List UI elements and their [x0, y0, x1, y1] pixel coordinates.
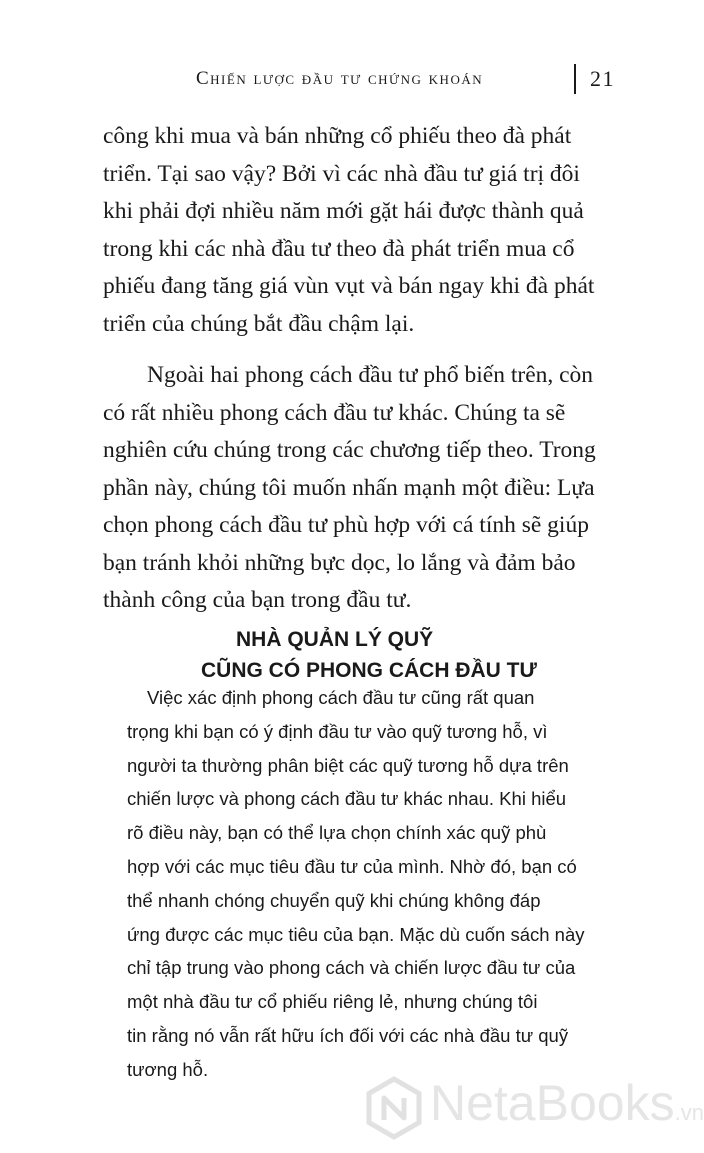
netabooks-logo-icon — [362, 1076, 426, 1140]
watermark-text — [430, 1074, 704, 1132]
body-line: Việc xác định phong cách đầu tư cũng rất quan — [147, 687, 535, 708]
body-line: phần này, chúng tôi muốn nhấn mạnh một điều: Lựa — [103, 474, 595, 501]
body-line: một nhà đầu tư cổ phiếu riêng lẻ, nhưng chúng tôi — [127, 991, 538, 1013]
body-line: tin rằng nó vẫn rất hữu ích đối với các nhà đầu tư quỹ — [127, 1024, 569, 1046]
body-line: chiến lược và phong cách đầu tư khác nhau. Khi hiểu — [127, 788, 567, 810]
body-line: thành công của bạn trong đầu tư. — [103, 587, 412, 613]
body-line: tương hỗ. — [127, 1058, 209, 1080]
body-line: hợp với các mục tiêu đầu tư của mình. Nhờ đó, bạn có — [127, 855, 577, 877]
running-head — [0, 62, 700, 102]
body-line: nghiên cứu chúng trong các chương tiếp theo. Trong — [103, 437, 596, 463]
body-line: triển. Tại sao vậy? Bởi vì các nhà đầu tư giá trị đôi — [103, 160, 580, 187]
body-line: triển của chúng bắt đầu chậm lại. — [103, 310, 415, 337]
section-heading-line1: NHÀ QUẢN LÝ QUỸ — [236, 628, 434, 651]
running-head-title: Chiến lược đầu tư chứng khoán — [196, 68, 484, 89]
watermark-brand: NetaBooks — [430, 1075, 675, 1131]
body-line: công khi mua và bán những cổ phiếu theo đà phát — [103, 123, 572, 149]
body-line: bạn tránh khỏi những bực dọc, lo lắng và đảm bảo — [103, 549, 576, 576]
body-line: rõ điều này, bạn có thể lựa chọn chính xác quỹ phù — [127, 822, 547, 844]
body-line: chọn phong cách đầu tư phù hợp với cá tính sẽ giúp — [103, 512, 589, 538]
section-heading-line2: CŨNG CÓ PHONG CÁCH ĐẦU TƯ — [201, 659, 537, 682]
body-line: khi phải đợi nhiều năm mới gặt hái được thành quả — [103, 198, 584, 224]
body-line: phiếu đang tăng giá vùn vụt và bán ngay khi đà phát — [103, 273, 595, 299]
paragraph-gap — [103, 343, 623, 357]
watermark — [362, 1072, 704, 1146]
running-head-separator — [574, 64, 576, 94]
watermark-suffix: .vn — [674, 1100, 704, 1125]
body-line: thể nhanh chóng chuyển quỹ khi chúng không đáp — [127, 889, 541, 911]
body-line: trong khi các nhà đầu tư theo đà phát triển mua cổ — [103, 235, 575, 262]
page-number: 21 — [590, 66, 615, 91]
body-line: ứng được các mục tiêu của bạn. Mặc dù cuốn sách này — [127, 923, 585, 945]
body-line: chỉ tập trung vào phong cách và chiến lược đầu tư của — [127, 957, 576, 979]
body-line: Ngoài hai phong cách đầu tư phổ biến trên, còn — [147, 362, 594, 388]
body-text-serif — [103, 118, 623, 620]
body-line: trọng khi bạn có ý định đầu tư vào quỹ tương hỗ, vì — [127, 720, 548, 742]
body-line: có rất nhiều phong cách đầu tư khác. Chúng ta sẽ — [103, 399, 566, 426]
body-text-sans — [127, 681, 587, 1087]
body-line: người ta thường phân biệt các quỹ tương hỗ dựa trên — [127, 754, 569, 776]
